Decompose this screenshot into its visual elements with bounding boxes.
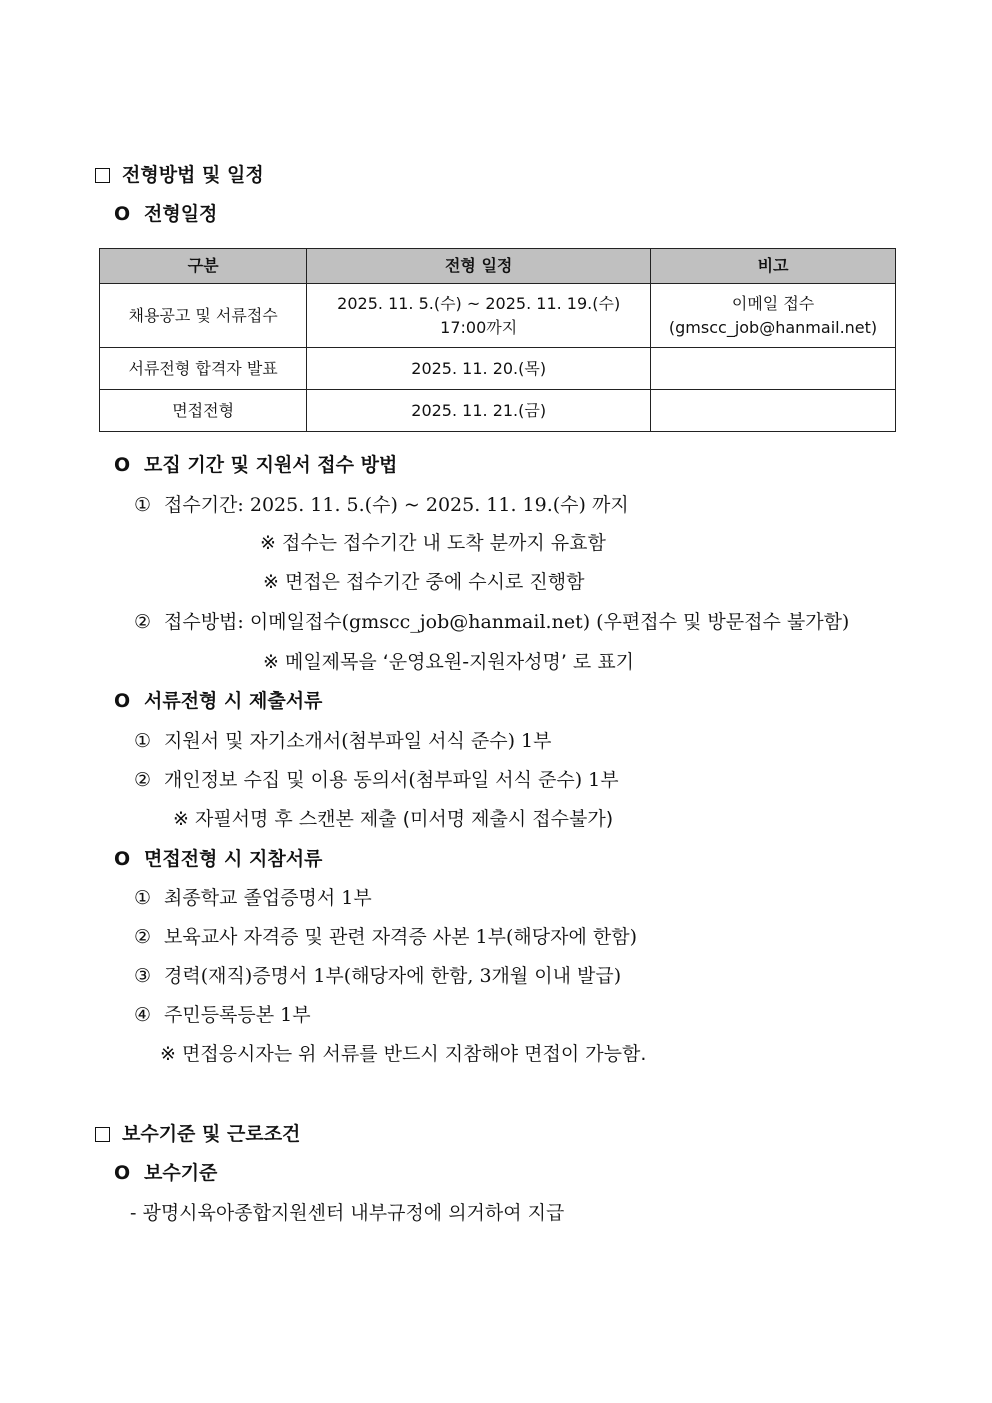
circle-bullet-icon: O (114, 203, 131, 225)
cell-schedule: 2025. 11. 20.(목) (307, 348, 651, 390)
cell-schedule: 2025. 11. 5.(수) ~ 2025. 11. 19.(수) 17:00까지 (307, 284, 651, 348)
schedule-table (99, 248, 896, 432)
circle-bullet-icon: O (114, 1162, 131, 1184)
cell-category: 채용공고 및 서류접수 (100, 284, 307, 348)
circle-bullet-icon: O (114, 848, 131, 870)
list-item: ② 개인정보 수집 및 이용 동의서(첨부파일 서식 준수) 1부 (134, 769, 619, 791)
section-title-selection: 전형방법 및 일정 (95, 163, 264, 187)
list-note: ※ 면접은 접수기간 중에 수시로 진행함 (263, 571, 585, 593)
table-header-row (100, 249, 896, 284)
section-title-pay: 보수기준 및 근로조건 (95, 1122, 300, 1146)
list-item: ② 보육교사 자격증 및 관련 자격증 사본 1부(해당자에 한함) (134, 926, 637, 948)
list-note: ※ 접수는 접수기간 내 도착 분까지 유효함 (260, 532, 606, 554)
table-row (100, 390, 896, 432)
list-note: ※ 메일제목을 ‘운영요원-지원자성명’ 로 표기 (263, 651, 635, 673)
subheading-pay: O 보수기준 (114, 1162, 218, 1184)
list-note: ※ 자필서명 후 스캔본 제출 (미서명 제출시 접수불가) (173, 808, 614, 830)
cell-note: 이메일 접수 (gmscc_job@hanmail.net) (651, 284, 896, 348)
cell-note (651, 348, 896, 390)
checkbox-square-icon (95, 1127, 110, 1142)
table-header-category: 구분 (100, 249, 307, 284)
cell-schedule: 2025. 11. 21.(금) (307, 390, 651, 432)
circle-bullet-icon: O (114, 690, 131, 712)
list-item: ① 지원서 및 자기소개서(첨부파일 서식 준수) 1부 (134, 730, 552, 752)
subheading-schedule: O 전형일정 (114, 203, 218, 225)
list-item: ① 최종학교 졸업증명서 1부 (134, 887, 372, 909)
subheading-recruitment: O 모집 기간 및 지원서 접수 방법 (114, 454, 398, 476)
list-item: - 광명시육아종합지원센터 내부규정에 의거하여 지급 (130, 1202, 565, 1224)
table-header-schedule: 전형 일정 (307, 249, 651, 284)
list-item: ③ 경력(재직)증명서 1부(해당자에 한함, 3개월 이내 발급) (134, 965, 622, 987)
list-item: ① 접수기간: 2025. 11. 5.(수) ~ 2025. 11. 19.(수) 까지 (134, 494, 629, 516)
table-row (100, 284, 896, 348)
list-note: ※ 면접응시자는 위 서류를 반드시 지참해야 면접이 가능함. (160, 1043, 647, 1065)
table-row (100, 348, 896, 390)
cell-note (651, 390, 896, 432)
cell-category: 면접전형 (100, 390, 307, 432)
cell-category: 서류전형 합격자 발표 (100, 348, 307, 390)
checkbox-square-icon (95, 168, 110, 183)
table-header-note: 비고 (651, 249, 896, 284)
subheading-documents: O 서류전형 시 제출서류 (114, 690, 323, 712)
circle-bullet-icon: O (114, 454, 131, 476)
list-item: ② 접수방법: 이메일접수(gmscc_job@hanmail.net) (우편접수 및 방문접수 불가함) (134, 611, 850, 633)
list-item: ④ 주민등록등본 1부 (134, 1004, 311, 1026)
subheading-interview-documents: O 면접전형 시 지참서류 (114, 848, 323, 870)
